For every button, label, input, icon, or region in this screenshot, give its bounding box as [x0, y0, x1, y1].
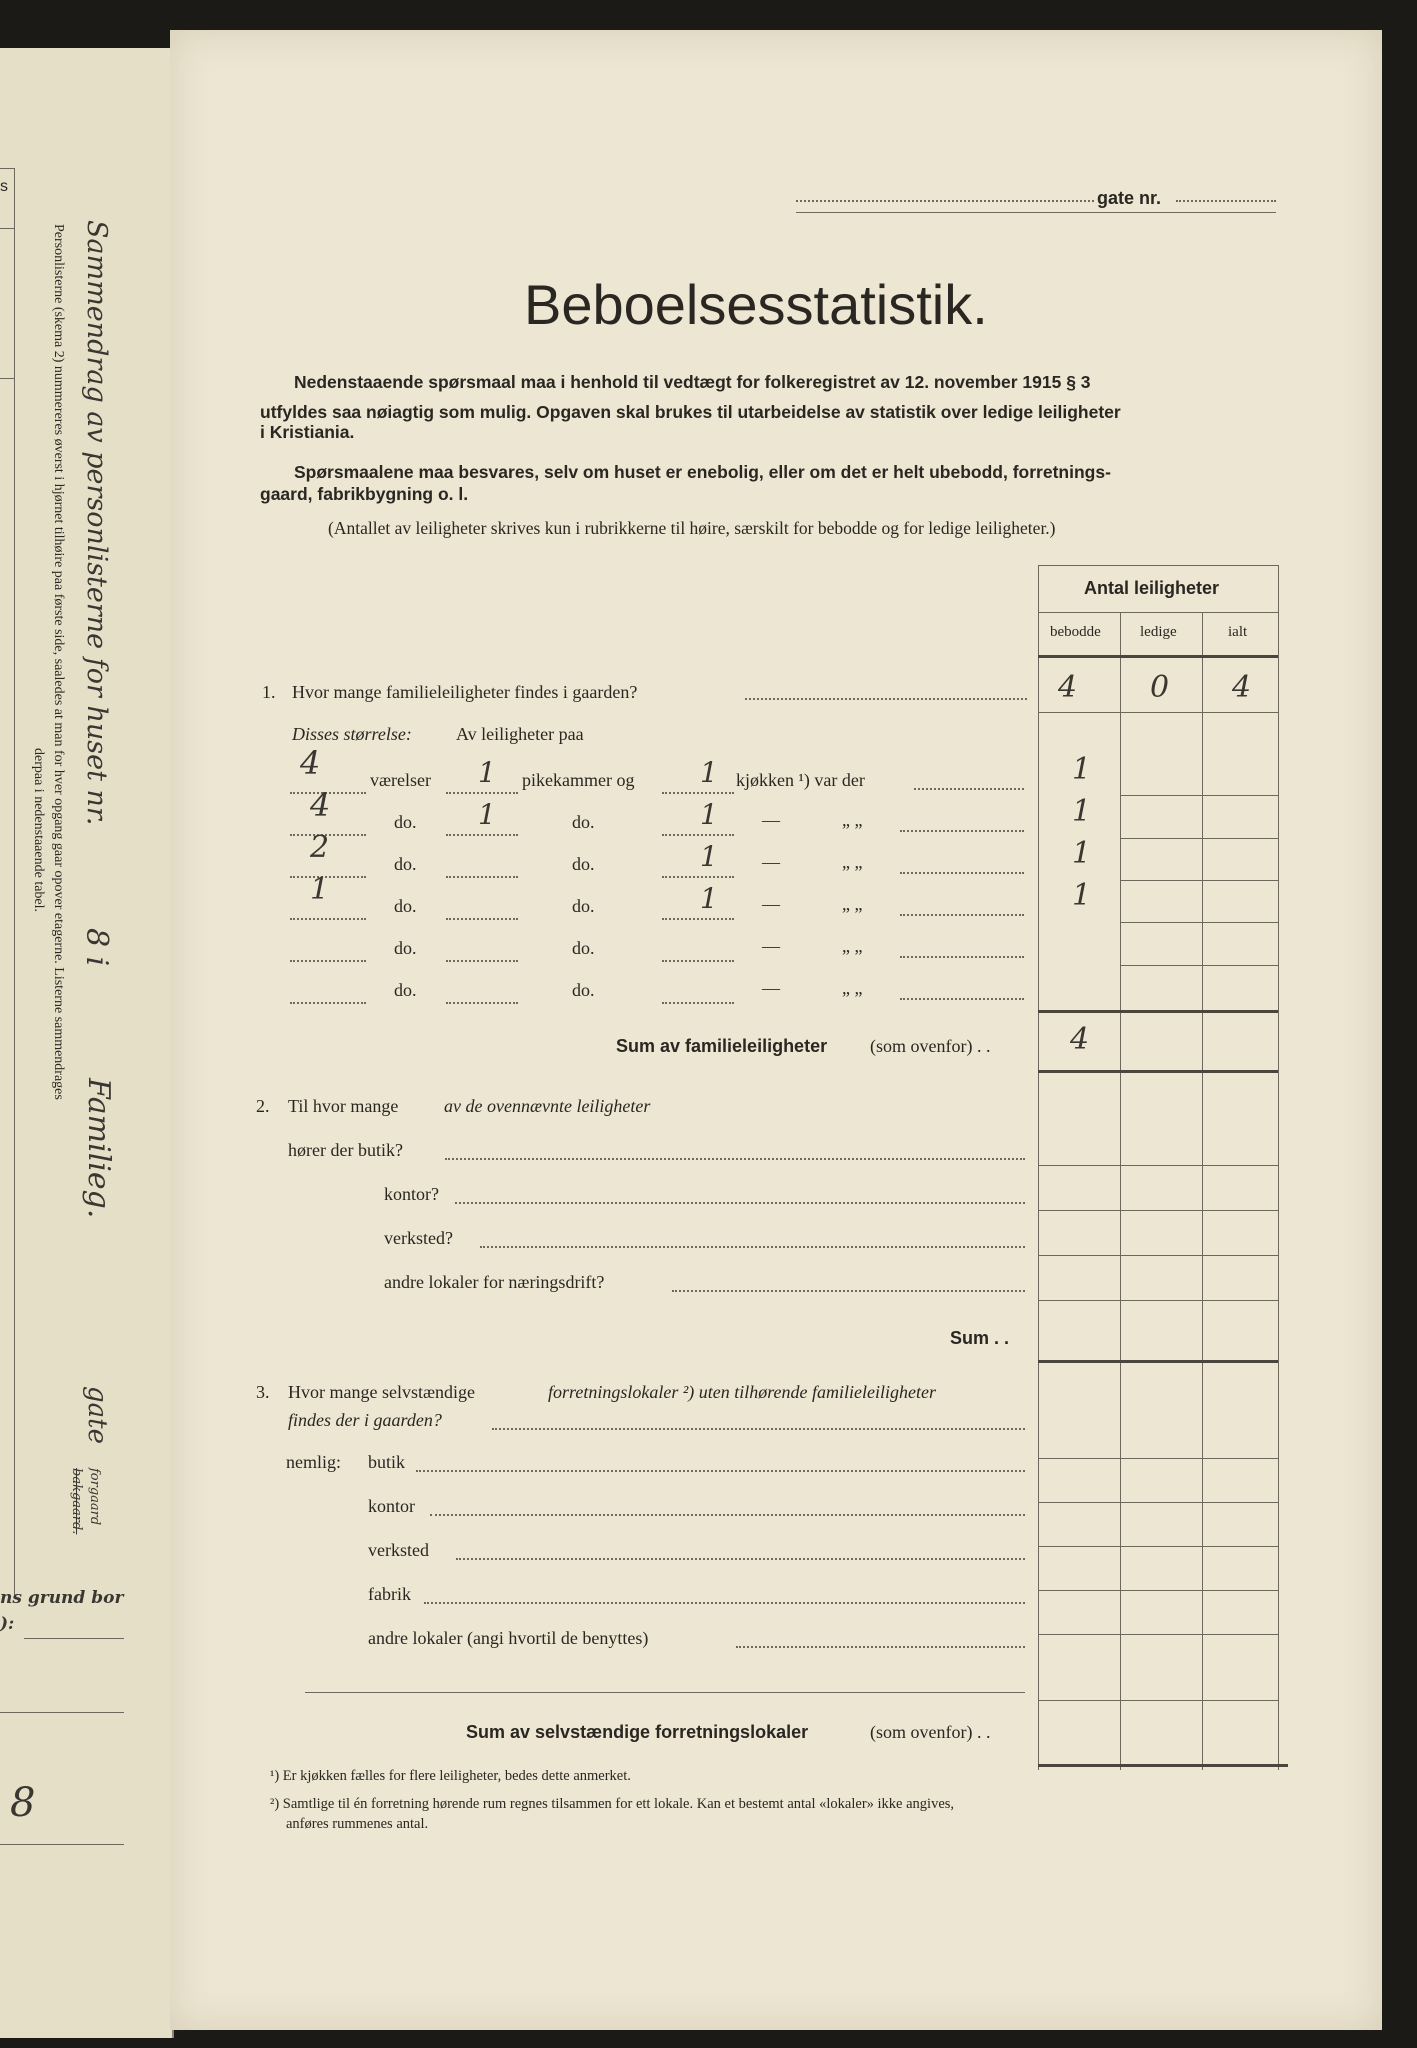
col-header-ledige: ledige — [1140, 624, 1177, 640]
q3-text-b: forretningslokaler ²) uten tilhørende familieleiligheter — [548, 1382, 936, 1402]
rooms-value[interactable]: 4 — [310, 786, 331, 824]
left-vertical-instructions-2: derpaa i nedenstaaende tabel. — [31, 748, 46, 913]
leader-dots — [736, 1646, 1025, 1648]
row-bebodde-value[interactable]: 1 — [1072, 794, 1092, 829]
pikekammer-label: pikekammer og — [522, 770, 635, 790]
q1-sum-label: Sum av familieleiligheter — [616, 1036, 828, 1056]
kjokken-label: kjøkken ¹) var der — [736, 770, 865, 790]
leader-dots — [492, 1428, 1025, 1430]
footnote-1: ¹) Er kjøkken fælles for flere leiligheter, bedes dette anmerket. — [270, 1768, 631, 1784]
gate-nr-fill-line — [1176, 200, 1276, 202]
leader-dots — [430, 1514, 1025, 1516]
dash-mark: — — [762, 936, 780, 956]
leader-dots — [480, 1246, 1025, 1248]
q2-butik: hører der butik? — [288, 1140, 403, 1160]
do-label: do. — [572, 854, 595, 874]
q3-sum-suffix: (som ovenfor) . . — [870, 1722, 991, 1742]
kjokken-value[interactable]: 1 — [700, 840, 718, 873]
left-grund-bor: ns grund bor — [0, 1588, 124, 1608]
vaerelser-label: værelser — [370, 770, 431, 790]
q2-text-a: Til hvor mange — [288, 1096, 399, 1116]
left-rule — [0, 1844, 124, 1845]
intro-line: i Kristiania. — [260, 422, 355, 442]
gate-fill-line — [796, 200, 1094, 202]
footnote-2-cont: anføres rummenes antal. — [286, 1816, 429, 1832]
q1-number: 1. — [262, 682, 276, 702]
do-label: do. — [394, 980, 417, 1000]
fill-line — [662, 792, 734, 794]
fill-line — [446, 792, 518, 794]
left-vertical-instructions: Personlisterne (skema 2) nummereres øverst i hjørnet tilhøire paa første side, saaledes at man for hver opgang gaar opover etagerne. Listerne sammendrages — [51, 224, 66, 1100]
left-house-number: 8 i — [79, 928, 114, 967]
intro-note: (Antallet av leiligheter skrives kun i rubrikkerne til høire, særskilt for bebodde og for ledige leiligheter.) — [328, 518, 1056, 538]
leader-dots — [745, 698, 1027, 700]
left-street-name: Familieg. — [81, 1078, 116, 1219]
q3-butik: butik — [368, 1452, 406, 1472]
left-rule — [0, 378, 14, 379]
kjokken-value[interactable]: 1 — [700, 798, 718, 831]
q3-text-c: findes der i gaarden? — [288, 1410, 442, 1430]
do-label: do. — [572, 980, 595, 1000]
left-page — [0, 48, 174, 2038]
left-rule — [0, 228, 14, 229]
pike-value[interactable]: 1 — [478, 798, 496, 831]
dash-mark: — — [762, 978, 780, 998]
left-rule — [0, 168, 14, 169]
q3-sum-label: Sum av selvstændige forretningslokaler — [466, 1722, 809, 1742]
leader-dots — [455, 1202, 1025, 1204]
kjokken-value[interactable]: 1 — [700, 756, 718, 789]
intro-line: Nedenstaaende spørsmaal maa i henhold til vedtægt for folkeregistret av 12. november 1915 § 3 — [294, 372, 1091, 392]
q2-sum: Sum . . — [950, 1328, 1010, 1348]
q2-andre: andre lokaler for næringsdrift? — [384, 1272, 605, 1292]
q2-text-b: av de ovennævnte leiligheter — [444, 1096, 651, 1116]
row-bebodde-value[interactable]: 1 — [1072, 752, 1092, 787]
q1-text: Hvor mange familieleiligheter findes i gaarden? — [292, 682, 638, 702]
do-label: do. — [394, 896, 417, 916]
left-margin-mark: s — [0, 178, 8, 195]
left-bottom-number: 8 — [10, 1780, 36, 1826]
leader-dots — [445, 1158, 1025, 1160]
row-bebodde-value[interactable]: 1 — [1072, 878, 1092, 913]
q2-verksted: verksted? — [384, 1228, 453, 1248]
pike-value[interactable]: 1 — [478, 756, 496, 789]
left-rule — [0, 1712, 124, 1713]
q1-answer-ledige[interactable]: 0 — [1150, 670, 1170, 705]
gate-nr-label: gate nr. — [1097, 188, 1162, 208]
left-vertical-rule — [14, 168, 15, 1598]
q3-kontor: kontor — [368, 1496, 415, 1516]
ditto-mark: „ „ — [842, 810, 863, 830]
left-grund-suffix: ): — [0, 1614, 15, 1634]
size-label: Disses størrelse: — [292, 724, 412, 744]
col-header-bebodde: bebodde — [1050, 624, 1101, 640]
q3-andre: andre lokaler (angi hvortil de benyttes) — [368, 1628, 649, 1648]
q1-sum-value[interactable]: 4 — [1070, 1022, 1090, 1057]
gate-underline — [796, 212, 1276, 213]
rooms-value[interactable]: 1 — [310, 872, 330, 907]
do-label: do. — [572, 812, 595, 832]
footnote-2: ²) Samtlige til én forretning hørende rum regnes tilsammen for ett lokale. Kan et bestemt antal «lokaler» ikke angives, — [270, 1796, 955, 1812]
do-label: do. — [572, 938, 595, 958]
q3-fabrik: fabrik — [368, 1584, 411, 1604]
dash-mark: — — [762, 810, 780, 830]
leader-dots — [416, 1470, 1025, 1472]
ditto-mark: „ „ — [842, 936, 863, 956]
dash-mark: — — [762, 894, 780, 914]
q3-fill-line — [305, 1692, 1025, 1693]
q3-verksted: verksted — [368, 1540, 429, 1560]
col-header-ialt: ialt — [1228, 624, 1248, 640]
left-bakgaard: bakgaard. — [69, 1468, 84, 1535]
do-label: do. — [394, 854, 417, 874]
do-label: do. — [572, 896, 595, 916]
left-vertical-title: Sammendrag av personlisterne for huset nr. — [81, 220, 112, 826]
intro-line: Spørsmaalene maa besvares, selv om huset er enebolig, eller om det er helt ubebodd, forretnings- — [294, 462, 1111, 482]
do-label: do. — [394, 938, 417, 958]
leader-dots — [424, 1602, 1025, 1604]
ditto-mark: „ „ — [842, 978, 863, 998]
intro-line: utfyldes saa nøiagtig som mulig. Opgaven skal brukes til utarbeidelse av statistik over ledige leiligheter — [260, 402, 1121, 422]
rooms-value[interactable]: 4 — [300, 744, 321, 782]
q2-number: 2. — [256, 1096, 270, 1116]
ditto-mark: „ „ — [842, 894, 863, 914]
left-fill-line — [24, 1638, 124, 1639]
size-label-2: Av leiligheter paa — [456, 724, 584, 744]
q1-sum-suffix: (som ovenfor) . . — [870, 1036, 991, 1056]
leader-dots — [672, 1290, 1025, 1292]
left-forgaard: forgaard — [87, 1468, 102, 1526]
rooms-value[interactable]: 2 — [310, 830, 330, 865]
ditto-mark: „ „ — [842, 852, 863, 872]
q2-kontor: kontor? — [384, 1184, 439, 1204]
form-title: Beboelsesstatistik. — [524, 273, 988, 336]
intro-line: gaard, fabrikbygning o. l. — [260, 484, 469, 504]
q3-text-a: Hvor mange selvstændige — [288, 1382, 475, 1402]
q3-number: 3. — [256, 1382, 270, 1402]
dash-mark: — — [762, 852, 780, 872]
kjokken-value[interactable]: 1 — [700, 882, 718, 915]
q1-answer-bebodde[interactable]: 4 — [1058, 670, 1078, 705]
row-bebodde-value[interactable]: 1 — [1072, 836, 1092, 871]
q1-answer-ialt[interactable]: 4 — [1232, 670, 1252, 705]
leader-dots — [456, 1558, 1025, 1560]
leader-dots — [914, 788, 1024, 790]
do-label: do. — [394, 812, 417, 832]
left-gate-word: gate — [82, 1386, 112, 1444]
table-group-header: Antal leiligheter — [1084, 578, 1220, 598]
q3-nemlig: nemlig: — [286, 1452, 341, 1472]
